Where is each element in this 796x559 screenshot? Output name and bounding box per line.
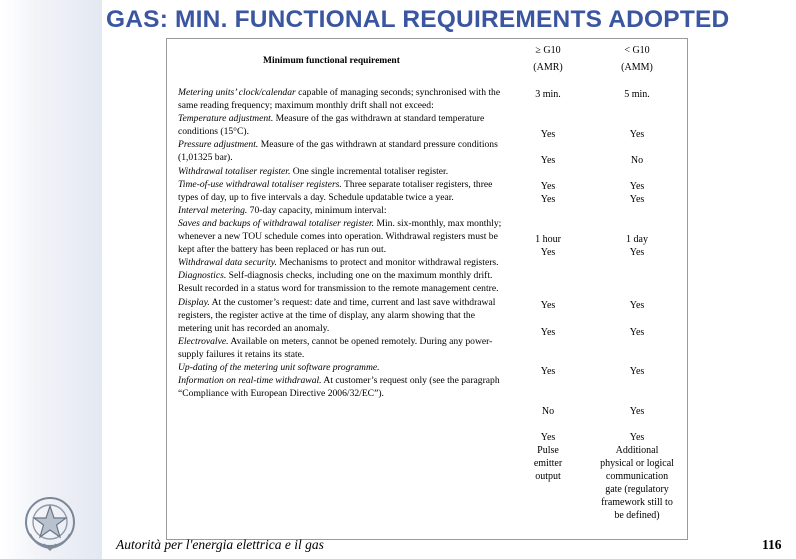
requirement-label: Withdrawal data security. (178, 257, 277, 269)
requirement-text: 70-day capacity, minimum interval: (247, 204, 387, 216)
requirement-label: Metering units’ clock/calendar (178, 87, 296, 98)
left-gradient-band (0, 0, 102, 559)
amm-value: No (630, 155, 644, 166)
amm-value: Additional physical or logical communication gate (regulatory framework still to be defined) (600, 445, 674, 522)
requirement-text: Mechanisms to protect and monitor withdrawal registers. (276, 257, 499, 269)
amm-value: Yes (629, 129, 645, 140)
requirement-row (178, 138, 508, 164)
amr-value: Yes (540, 194, 556, 205)
requirement-row (178, 335, 508, 361)
amm-value: Yes (629, 300, 645, 311)
requirement-label: Temperature adjustment. (178, 113, 274, 125)
requirement-row (178, 217, 508, 256)
amr-value: Yes (540, 366, 556, 377)
organization-name: Autorità per l'energia elettrica e il gas (116, 537, 324, 552)
amm-value: Yes (629, 247, 645, 258)
requirement-row (178, 86, 508, 112)
requirement-text: Measure of the gas withdrawn at standard pressure conditions (1,01325 bar). (178, 139, 498, 164)
requirement-text: Measure of the gas withdrawn at standard temperature conditions (15°C). (178, 113, 485, 138)
requirement-label: Display. (178, 296, 210, 308)
requirement-row (178, 296, 508, 335)
amm-value: 5 min. (624, 89, 650, 100)
amr-value: Yes (540, 327, 556, 338)
amm-value: 1 day (626, 234, 648, 245)
amr-value: Yes (540, 247, 556, 258)
requirement-row (178, 165, 508, 178)
requirement-label: Interval metering. (178, 204, 248, 216)
requirement-label: Diagnostics. (178, 270, 227, 282)
requirement-text: Min. six-monthly, max monthly; whenever a new TOU schedule comes into operation. Withdrawal registers must be kept after the battery has been replaced or has run out. (178, 217, 502, 256)
amm-value: Yes (629, 366, 645, 377)
amr-value: 3 min. (535, 89, 561, 100)
requirement-row (178, 269, 508, 295)
italian-republic-emblem-icon (22, 494, 78, 552)
amr-value: 1 hour (535, 234, 561, 245)
requirement-row (178, 112, 508, 138)
requirement-text: Three separate totaliser registers, three types of day, up to five intervals a day. Schedule updatable twice a year. (178, 178, 493, 203)
requirement-label: Saves and backups of withdrawal totaliser register. (178, 217, 375, 229)
amr-value: Yes (540, 432, 556, 443)
requirement-label: Withdrawal totaliser register. (178, 165, 291, 177)
amr-value: Yes (540, 181, 556, 192)
requirement-label: Electrovalve. (178, 335, 229, 347)
requirement-text: At customer’s request only (see the paragraph “Compliance with European Directive 2006/32/EC”). (178, 375, 500, 400)
requirement-label: Up-dating of the metering unit software programme. (178, 361, 380, 373)
amm-value: Yes (629, 194, 645, 205)
requirement-label: Information on real-time withdrawal. (178, 375, 322, 387)
requirement-text: capable of managing seconds; synchronised with the same reading frequency; maximum monthly drift shall not exceed: (178, 87, 501, 112)
page-number: 116 (762, 537, 782, 552)
requirement-row (178, 361, 508, 374)
slide-title: GAS: MIN. FUNCTIONAL REQUIREMENTS ADOPTED (106, 6, 730, 33)
header-amm-label: (AMM) (621, 62, 653, 73)
amm-value: Yes (629, 181, 645, 192)
header-amr-label: (AMR) (533, 62, 563, 73)
amr-value: Yes (540, 300, 556, 311)
requirement-row (178, 178, 508, 204)
requirement-label: Time-of-use withdrawal totaliser registers. (178, 178, 342, 190)
requirement-text: Available on meters, cannot be opened remotely. During any power-supply failures it retains its state. (178, 335, 493, 360)
requirement-text: At the customer’s request: date and time, current and last save withdrawal registers, the register active at the time of display, any alarm showing that the metering unit has recorded an anomaly. (178, 296, 496, 334)
amm-value: Yes (629, 406, 645, 417)
requirement-text: One single incremental totaliser register. (290, 165, 449, 177)
requirements-table (166, 38, 688, 540)
header-amr-threshold: ≥ G10 (535, 45, 561, 56)
requirement-label: Pressure adjustment. (178, 139, 259, 151)
amr-value: Pulse emitter output (533, 445, 563, 483)
amr-value: Yes (540, 129, 556, 140)
requirement-row (178, 204, 508, 217)
requirements-list (178, 86, 508, 400)
amm-value: Yes (629, 327, 645, 338)
requirement-row (178, 374, 508, 400)
header-requirement: Minimum functional requirement (263, 56, 400, 66)
amr-value: No (541, 406, 555, 417)
amm-value: Yes (629, 432, 645, 443)
header-amm-threshold: < G10 (624, 45, 650, 56)
requirement-row (178, 256, 508, 269)
requirement-text: Self-diagnosis checks, including one on the maximum monthly drift. Result recorded in a status word for transmission to the remote management centre. (178, 270, 499, 295)
amr-value: Yes (540, 155, 556, 166)
